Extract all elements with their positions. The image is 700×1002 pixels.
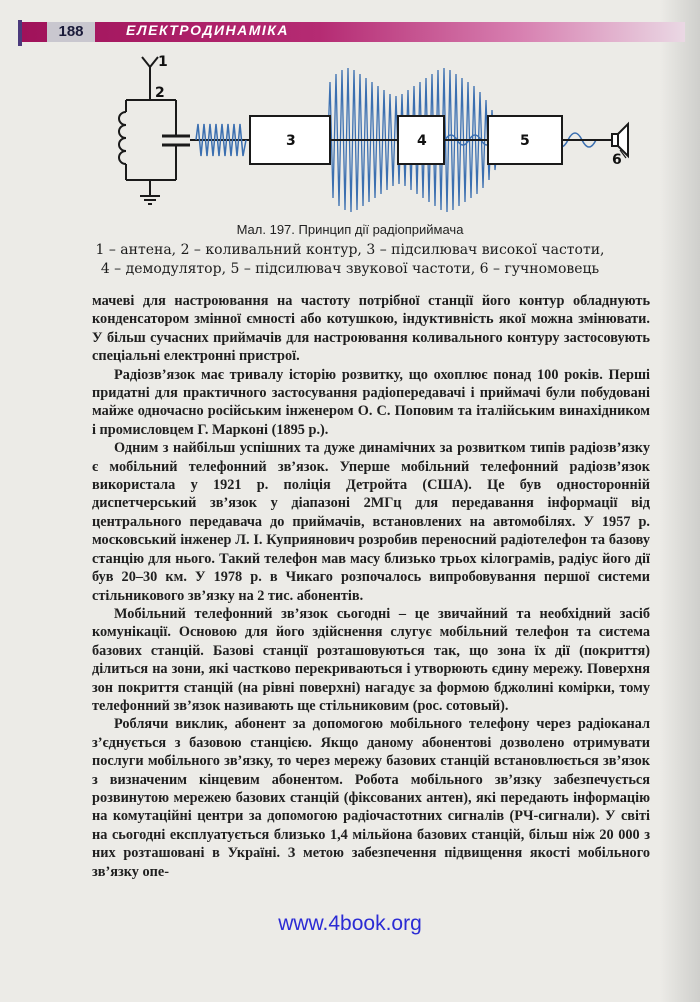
- section-title: ЕЛЕКТРОДИНАМІКА: [126, 22, 290, 38]
- figure-legend-line-2: 4 – демодулятор, 5 – підсилювач звукової частоти, 6 – гучномовець: [100, 261, 600, 277]
- paragraph-3: Одним з найбільш успішних та дуже динамічних за розвитком типів радіозв’язку є мобільний телефонний зв’язок. Уперше мобільний телефонний радіозв’язок використала у 1921 р. поліція Детройта (США). Це був односторонній диспетчерський зв’язок у діапазоні 2МГц для передавання інформації від центрального передавача до приймачів, встановлених на автомобілях. У 1957 р. московський інженер Л. І. Куприянович розробив переносний радіотелефон та базову станцію для нього. Такий телефон мав масу близько трьох кілограмів, радіус його дії був 20–30 км. У 1978 р. в Чикаго розпочалось випробовування першої системи стільникового зв’язку на 2 тис. абонентів.: [92, 440, 650, 604]
- antenna-arm-left: [142, 57, 150, 67]
- label-hf-amplifier: 3: [286, 133, 296, 149]
- antenna-arm-right: [150, 57, 158, 67]
- header-accent-stripe: [18, 20, 22, 46]
- page-number: 188: [47, 22, 95, 42]
- paragraph-5: Роблячи виклик, абонент за допомогою мобільного телефону через радіоканал з’єднується з базовою станцією. Якщо даному абонентові дозволено отримувати послуги мобільного зв’язку, то через мережу базових станцій встановлюється зв’язок з визначеним кінцевим абонентом. Робота мобільного зв’язку забезпечується розвинутою мережею базових станцій (фіксованих антен), які передають інформацію на комутаційні центри за допомогою радіочастотних сигналів (РЧ-сигнали). У світі на сьогодні експлуатується близько 1,4 мільйона базових станцій, більш ніж 20 000 з них розташовані в Україні. З метою забезпечення підвищення якості мобільного зв’язку опе-: [92, 716, 650, 880]
- paragraph-4: Мобільний телефонний зв’язок сьогодні – це звичайний та необхідний засіб комунікації. Основою для його здійснення слугує мобільний телефон та система базових станцій. Базові станції розташовуються так, що зона їх дії (покриття) ділиться на зони, які частково перекриваються і утворюють єдину мережу. Поверхня зон покриття станцій (на рівні поверхні) нагадує за формою бджолині комірки, тому телефонний зв’язок називають ще стільниковим (рос. сотовый).: [92, 605, 650, 714]
- radio-receiver-diagram: [100, 52, 640, 217]
- footer-website-link[interactable]: www.4book.org: [278, 912, 422, 935]
- label-audio-amplifier: 5: [520, 133, 530, 149]
- inductor-coil: [119, 112, 126, 164]
- label-demodulator: 4: [417, 133, 427, 149]
- label-speaker: 6: [612, 152, 622, 168]
- paragraph-1: мачеві для настроювання на частоту потрібної станції його контур обладнують конденсатором змінної ємності або котушкою, індуктивність якої можна змінювати. У більш сучасних приймачів для настроювання коливального контуру застосовують спеціальні електронні пристрої.: [92, 293, 650, 365]
- page-header-band: [20, 22, 685, 42]
- page-edge-shadow: [660, 0, 700, 1002]
- main-text: [92, 292, 650, 881]
- figure-legend-line-1: 1 – антена, 2 – коливальний контур, 3 – підсилювач високої частоти,: [95, 242, 605, 258]
- paragraph-2: Радіозв’язок має тривалу історію розвитку, що охоплює понад 100 років. Перші придатні для практичного застосування радіопередавачі і приймачі були побудовані майже одночасно російським інженером О. С. Поповим та італійським винахідником і промисловцем Г. Марконі (1895 р.).: [92, 366, 650, 438]
- figure-caption: Мал. 197. Принцип дії радіоприймача: [236, 222, 464, 237]
- label-antenna: 1: [158, 54, 168, 70]
- label-tank-circuit: 2: [155, 85, 165, 101]
